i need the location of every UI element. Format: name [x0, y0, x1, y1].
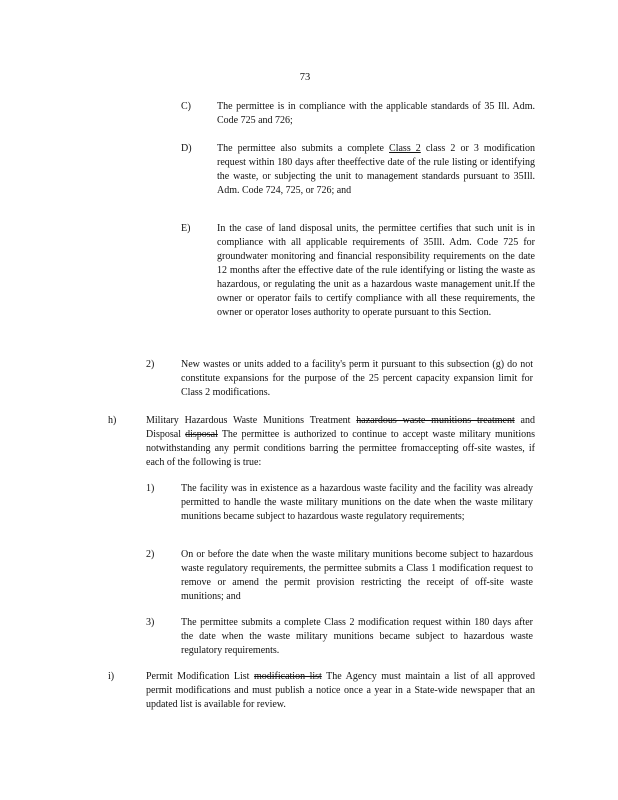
item-label: E) — [181, 223, 191, 234]
item-text: Permit Modification List modification list The Agency must maintain a list of all approved permit modifications and must publish a notice once a year in a State-wide newspaper that an updated list is available for review. — [146, 671, 535, 710]
item-label: 2) — [146, 359, 155, 370]
item-label: C) — [181, 101, 191, 112]
item-label: h) — [108, 415, 117, 426]
item-label: 3) — [146, 617, 155, 628]
item-text: In the case of land disposal units, the permittee certifies that such unit is in compliance with all applicable requirements of 35Ill. Adm. Code 725 for groundwater monitoring and financial responsibility requirements on the date 12 months after the effective date of the rule identifying or listing the waste as hazardous, or regulating the unit as a hazardous waste management unit.If the owner or operator fails to certify compliance with all these requirements, the owner or operator loses authority to operate pursuant to this Section. — [217, 223, 535, 318]
page-number: 73 — [299, 72, 311, 83]
deleted-text: modification list — [253, 671, 322, 682]
deleted-text: hazardous waste munitions treatment — [356, 415, 515, 426]
item-text: The facility was in existence as a hazardous waste facility and the facility was already permitted to handle the waste military munitions on the date when the waste military munitions became subject to hazardous waste regulatory requirements; — [181, 483, 533, 522]
item-text: On or before the date when the waste military munitions become subject to hazardous waste regulatory requirements, the permittee submits a Class 1 modification request to remove or amend the permit provision restricting the receipt of off-site waste munitions; and — [181, 549, 533, 602]
item-text: New wastes or units added to a facility's perm it pursuant to this subsection (g) do not constitute expansions for the purpose of the 25 percent capacity expansion limit for Class 2 modifications. — [181, 359, 533, 398]
deleted-text: disposal — [185, 429, 218, 440]
inserted-text: Class 2 — [389, 143, 421, 154]
item-label: 2) — [146, 549, 155, 560]
item-label: D) — [181, 143, 192, 154]
item-text: The permittee is in compliance with the applicable standards of 35 Ill. Adm. Code 725 and 726; — [217, 101, 535, 126]
item-label: 1) — [146, 483, 155, 494]
item-text: Military Hazardous Waste Munitions Treatment hazardous waste munitions treatment and Disposal disposal The permittee is authorized to continue to accept waste military munitions notwithstanding any permit conditions barring the permittee fromaccepting off-site wastes, if each of the following is true: — [146, 415, 536, 468]
item-text: The permittee also submits a complete Class 2 class 2 or 3 modification request within 180 days after theeffective date of the rule listing or identifying the waste, or subjecting the unit to management standards pursuant to 35Ill. Adm. Code 724, 725, or 726; and — [217, 143, 536, 196]
item-text: The permittee submits a complete Class 2 modification request within 180 days after the date when the waste military munitions became subject to hazardous waste regulatory requirements. — [181, 617, 533, 656]
item-label: i) — [108, 671, 115, 682]
